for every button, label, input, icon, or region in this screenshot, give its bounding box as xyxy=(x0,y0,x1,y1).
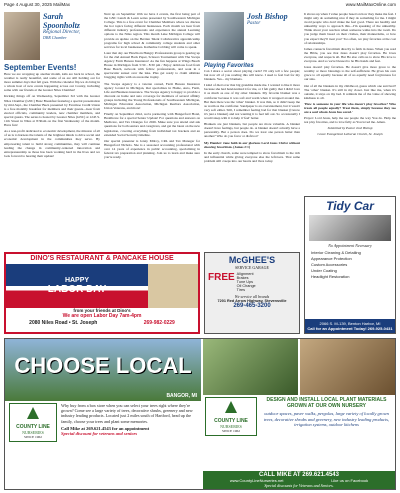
ad-tidycar-address: 2066 S. M-139, Benton Harbor, MI xyxy=(319,321,381,326)
tree-icon xyxy=(225,401,237,413)
logo-since: SINCE 1962 xyxy=(24,435,42,439)
landscape-photo-1 xyxy=(203,339,298,395)
paragraph: Kicking things off on Wednesday, September 3rd with the Greater Niles Chamber (GNC) Buzz Breakfast featuring a special presentation by mid-Sept., the Chamber Buzz presented by Evermoe Credit Union is a free monthly breakfast for members and their guests—hear from elected officials, community leaders, new chamber members, and special guests. The series is hosted by Greater Niles (GNC) at 1245 S. 11th Street in Niles at 8:30am on the first Wednesday of the month. Have fun! xyxy=(4,94,100,128)
paragraph: Blankets are just blankets, but people are more valuable. A blanket doesn't have feelings, but people do. A blanket doesn't actually have a personality. But a person does. Do we treat one person better than another? Who do you favor or disfavor? xyxy=(204,122,300,139)
ad-tidycar xyxy=(304,196,396,334)
service-item: Interior Cleaning & Detailing xyxy=(311,250,361,255)
service-item: Custom Accessories xyxy=(311,262,348,267)
ad-dinos xyxy=(4,252,200,334)
ad-dinos-greeting: HAPPY xyxy=(64,277,90,284)
service-item: Oil Change xyxy=(236,284,256,288)
church-name: Grace Evangelical Lutheran Church, St. Joseph xyxy=(317,132,383,137)
paragraph: The Swaps Agency is a veteran owned, Farm Bureau Insurance agency located in Michigan, that specializes in Home, Auto, Farm, Life and Business insurance. The Swaps Agency is happy to provide a discount on home and auto coverage for members of several affinity groups including the Young Professionals of Southwestern Michigan, Michigan Education Association, Michigan Realtors Association, Union Veterans, and more! xyxy=(104,81,200,111)
right-phone: CALL MIKE AT 269.621.4543 xyxy=(259,472,339,478)
column-sarah xyxy=(4,12,100,250)
right-website[interactable]: www.CountyLineNurseries.net xyxy=(229,478,284,483)
ad-special: Special discount for veterans and seniors xyxy=(61,430,138,436)
ad-tidycar-phone: Call for an Appointment Today! 269-925-0431 xyxy=(307,326,393,331)
ad-dinos-subtitle: from your friends at Dino's xyxy=(73,308,131,313)
paragraph: It shows up when I value people based on how they make me feel. I might only do something nice if they do something for me. I might avoid people who don't make me feel good. There are healthy and unhealthy ways to approach this—I'm speaking of the unhealthy. Think about your reaction when someone walks into the room. Do you judge them based on their clothes, their mannerisms, or how you expect they'll treat you? Too often, we play favorites at the cost of relationships. xyxy=(304,12,396,45)
ad-dinos-hours: We are open Labor Day 7am-4pm xyxy=(62,313,142,319)
author-role: Pastor xyxy=(247,21,261,26)
landscape-photo-2 xyxy=(300,339,395,395)
author-photo-sarah xyxy=(4,12,40,60)
paragraph: Jesus doesn't play favorites. He doesn't give more grace to the wealthy or more blessings to the self-sufficient. He gives his own grace to all equally because all of us equally need forgiveness for our sins. xyxy=(304,65,396,82)
right-social[interactable]: Like us on Facebook xyxy=(331,478,369,483)
flag-photo xyxy=(148,264,198,308)
paragraph: I kind of died over that big grandma made me. I wanted to like it more because she had hand-knitted it for me, or I felt guilty that I didn't love it as much as one of my other blankets. My favorite blanket was a comforter because it was soft and warm when it wrapped around me. But then there was the 'other' blanket. It was thin, so it didn't keep me as warm as the comforter. Sandpaper is an overstatement, but it wasn't very soft either. Still, I remember feeling bad for that blanket (I know it's just a blanket) and not wanting it to feel left out. So occasionally I would sleep with it to help it 'feel' better. xyxy=(204,83,300,121)
ad-tidycar-services xyxy=(305,248,395,282)
page-header-left: Page 4 August 30, 2025 MailMax xyxy=(4,2,71,7)
ad-dinos-phone: 269-982-0229 xyxy=(143,320,175,326)
paragraph: Our special presenter is Jenny Milroy, CPA and Tax Manager for Hungerford Nichols. She is a seasoned accounting professional with over 14 years of experience in public accounting, specializing in federal tax preparation and planning. Join us to learn and make sure you're ready. xyxy=(104,138,200,160)
author-org: DBR Chamber xyxy=(43,35,67,40)
logo-since: SINCE 1962 xyxy=(222,429,240,433)
service-item: Under Coating xyxy=(311,268,337,273)
column-2 xyxy=(104,12,200,250)
signature: Submitted by Pastor Josh Bishop xyxy=(327,126,373,131)
paragraph: James connects favoritism directly to faith in Jesus. When you read the Bible, you see that Jesus doesn't play favorites. He loves everyone, and respects all. But He also calls us to show His love to everyone. And so we're blessed to be His hands and feet. xyxy=(304,46,396,64)
ad-mcghees xyxy=(204,252,300,334)
tree-icon xyxy=(27,407,39,419)
service-item: Headlight Restoration xyxy=(311,274,350,279)
right-body: outdoor spaces, paver walks, pergolas, large variety of locally grown trees, decorative shrubs and greenery, new industry leading products, irrigation systems, outdoor kitchens xyxy=(263,411,390,428)
section-title-favorites: Playing Favorites xyxy=(204,63,254,69)
ad-dinos-title: DINO'S RESTAURANT & PANCAKE HOUSE xyxy=(30,255,174,262)
ad-headline-choose-local: CHOOSE LOCAL xyxy=(14,353,192,378)
service-item: Appearance Protection xyxy=(311,256,352,261)
right-special: Special discounts for Veterans and Seniors. xyxy=(264,483,334,488)
ad-county-line xyxy=(4,338,396,490)
ad-mcghees-address: 7201 Red Arrow Highway, Stevensville xyxy=(217,299,287,303)
author-name: Sarah Spoonholtz xyxy=(43,12,80,30)
author-photo-josh xyxy=(204,12,244,60)
paragraph: Finally on September 22nd, we're partnering with Hungerford Hotel, Healthcare for a special Senior Update! For questions and answers on Medicare, and Tax Changes for 2026. Make sure you attend and ask questions for both seniors and caregivers, and get the latest on the new legislation, covering everything from individual tax brackets and an extended Social Security timeline. xyxy=(104,112,200,137)
ad-body: Why buy from a box store when you can select your trees right where they're grown? Come see a large variety of trees, decorative shrubs, greenery and new industry leading products. Located just 2 miles south of Hartford, head up the family, choose your trees and plant some memories. xyxy=(61,403,193,424)
right-footer xyxy=(203,471,395,489)
ad-tidycar-tagline: No Appointment Necessary xyxy=(328,243,372,248)
service-item: Alignment xyxy=(236,272,254,276)
ad-tidycar-footer xyxy=(305,319,395,333)
car-image xyxy=(309,215,391,241)
paragraph: As a non-profit dedicated to economic development, the mission of all of us is to harness the talents of the brightest minds to drive social and economic development in the communities they serve. By empowering talent to build strong communities, they will continue leading the change in community-centered innovation and entrepreneurship as those has been working hard in the lives and we look forward to hearing their update! xyxy=(4,129,100,158)
ad-tidycar-title: Tidy Car xyxy=(326,199,374,213)
labor-day-banner xyxy=(6,264,148,308)
ad-mcghees-services xyxy=(237,272,296,292)
service-item: Tires xyxy=(236,288,245,292)
author-role: Regional Director, xyxy=(43,30,81,35)
service-item: Tune Ups xyxy=(236,280,253,284)
nursery-photo xyxy=(5,339,201,401)
ad-mcghees-phone: 269-465-3200 xyxy=(233,303,271,309)
ad-dinos-address: 2080 Niles Road • St. Joseph xyxy=(29,320,98,326)
ad-mcghees-title: McGHEE'S xyxy=(228,255,276,265)
logo-brand: COUNTY LINE xyxy=(16,424,50,430)
paragraph: Can I share a secret about playing cards? I'll only tell a few people; but now all of you reading this will know. I used to feel bad for my blankets. Yes... my blankets. xyxy=(204,69,300,82)
right-headline: DESIGN AND INSTALL LOCAL PLANT MATERIALS GROWN AT OUR OWN NURSERY xyxy=(266,397,387,409)
paragraph: Here we are wrapping up another month, kids are back in school, the weather is really beautiful, and some of us are still holding out for more summer days that fall goes. With the calendar flip we do bring in a whole host of new events happening across our County, including some with our friends at the Greater Niles Chamber! xyxy=(4,72,100,93)
page-header-right: www.MailMaxOnline.com xyxy=(345,2,396,7)
ad-mcghees-subtitle: SERVICE GARAGE xyxy=(234,265,269,270)
ad-mcghees-tagline: We service all brands xyxy=(234,294,270,299)
service-item: Brakes xyxy=(236,276,249,280)
logo-brand-sub: NURSERIES xyxy=(220,424,242,429)
county-line-logo xyxy=(9,403,57,442)
paragraph: Prayer: Lord Jesus, help me see people the way You do. Help me not play favorites, and to love fully as You loved me. Amen. xyxy=(304,116,396,125)
logo-brand-sub: NURSERIES xyxy=(22,430,44,435)
ad-phone: Call Mike at 269.621.4543 for an appointment xyxy=(61,425,150,431)
ad-town: BANGOR, MI xyxy=(166,393,197,399)
column-josh xyxy=(204,12,300,250)
page-header xyxy=(4,2,396,10)
logo-brand: COUNTY LINE xyxy=(214,418,248,424)
ad-dinos-holiday: LABOR DAY xyxy=(47,284,107,295)
article-text-col3 xyxy=(204,69,300,163)
author-name: Josh Bishop xyxy=(247,12,288,21)
paragraph: Later that day our Hawthorn Hungry Professionals group is gearing up for the 2nd Annual Back Paper, Scissors Tournament with The Swaps Agency Farm Bureau Insurance! As the fun happens at Wings Beach House in Michigan from 5:30 - 8:30 pm / Enjoy delicious food from Base Beach, network with fellow professionals, and soak in a spectacular sunset over the lake. Plus get ready to claim ultimate bragging rights with an awesome trophy. xyxy=(104,50,200,80)
section-title-september: September Events! xyxy=(4,63,77,72)
county-line-logo-right xyxy=(205,397,257,436)
paragraph: Next up on September 10th we have 2 events, the first being part of the GNC Lunch & Learn series presented by Southwestern Michigan College. This is a free event for Chamber Members where we discuss the hot topics facing different businesses. Each month we hear from different industry professionals and experience the annual Learning options to the Niles region. This month Lake Michigan College will provide an update on the Berrien Talent Collaborative apprenticeship programs for high school & community college students and other services for local businesses. Katherine Cobbing will come to speak. xyxy=(104,12,200,49)
article-text-col1 xyxy=(4,72,100,158)
ad-mcghees-free: FREE xyxy=(208,272,235,283)
paragraph: In the early church, some were tempted to show favoritism to the rich and influential while giving everyone else the leftovers. That same problem still creeps into our hearts and lives today. xyxy=(204,150,300,163)
paragraph: Out of all the blankets in my childhood, guess which one survived? The 'other' blanket. It's still in my closet. Just like me, when it's outside, it stays on my bed. It reminds me of the value of showing kindness to all. xyxy=(304,83,396,100)
paragraph: 'How is someone in your life who doesn't play favorites? Who treats all people equally? Treat them, simply because they too are a soul whom Jesus has saved.' xyxy=(304,101,396,115)
paragraph: My Hamlet: Jane faith in our glorious Lord Jesus Christ without showing favoritism. (James 2:1) xyxy=(204,140,300,149)
column-4 xyxy=(304,12,396,192)
